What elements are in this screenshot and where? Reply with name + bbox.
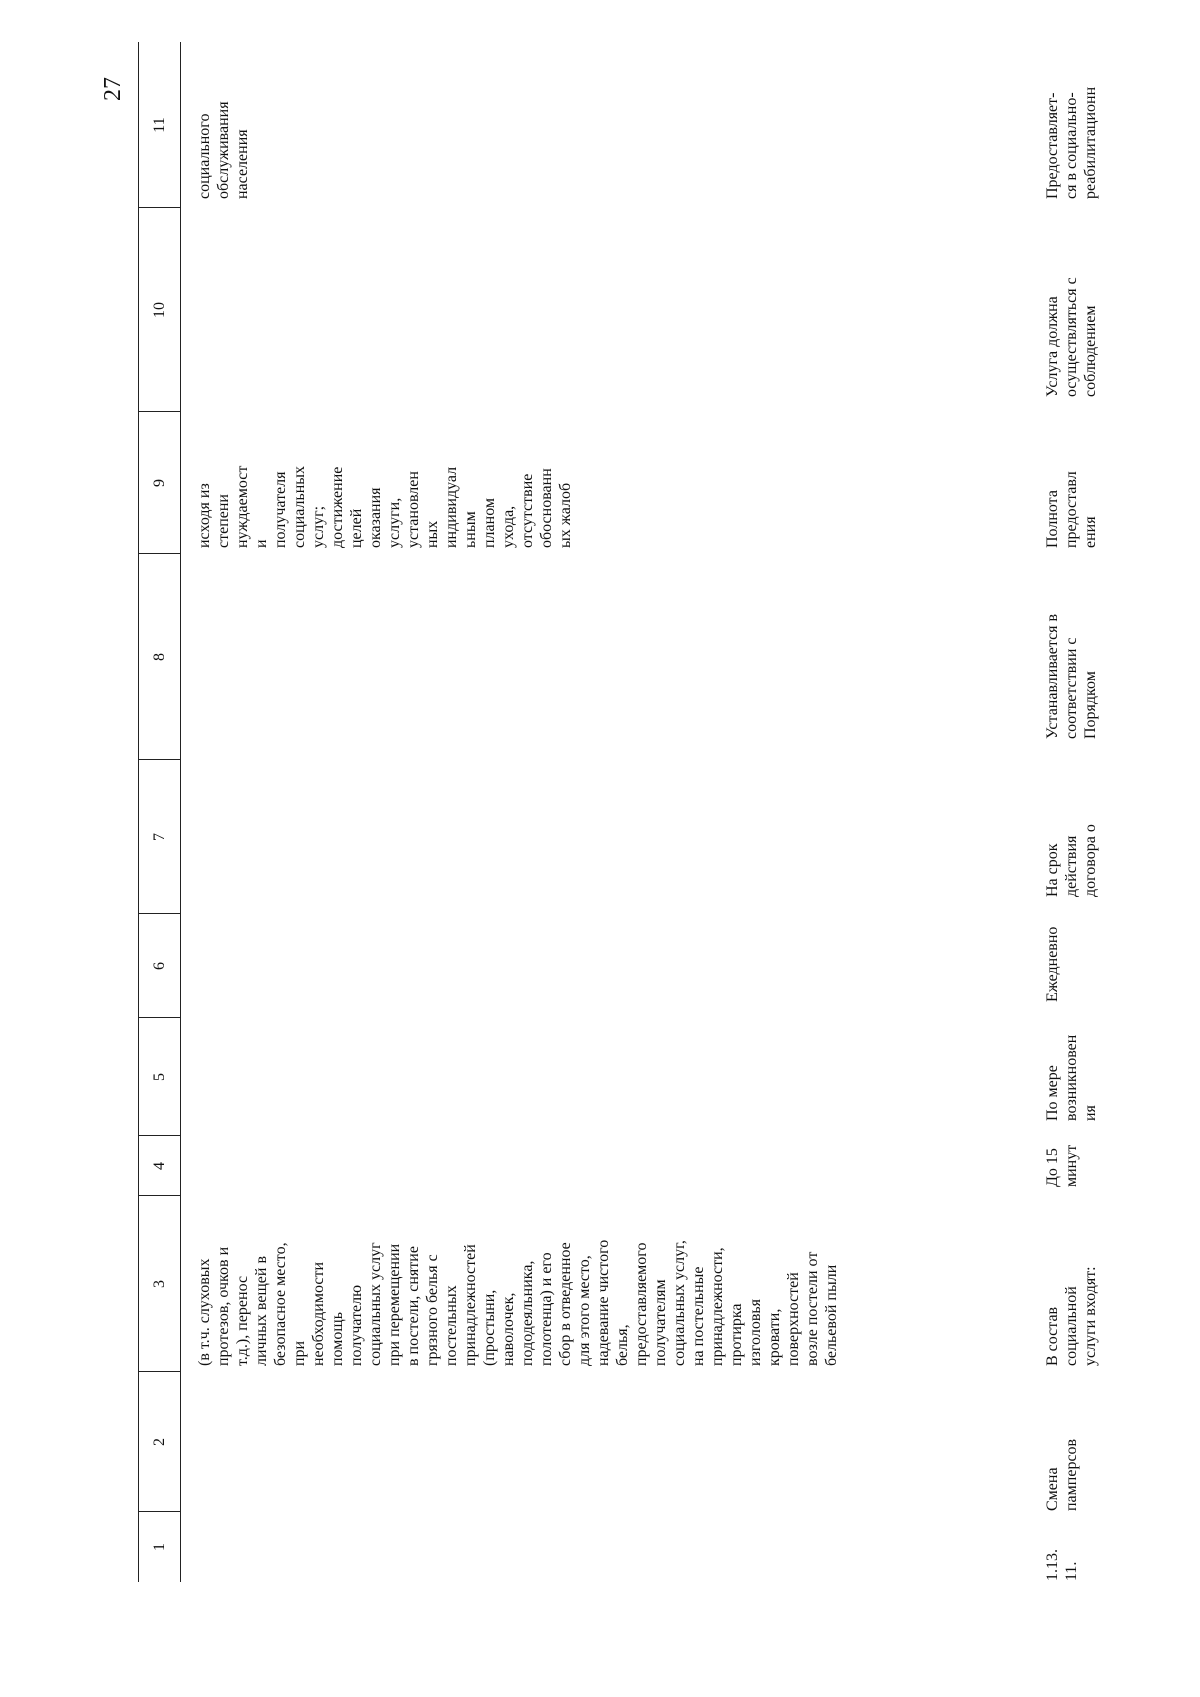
continuation-cell-11: социального обслуживания населения — [196, 101, 251, 199]
service-name-cell: Смена памперсов — [1044, 1438, 1080, 1511]
row-number-cell: 1.13. 11. — [1044, 1549, 1080, 1581]
header-cell-10: 10 — [150, 302, 168, 318]
header-cell-5: 5 — [150, 1073, 168, 1081]
header-cell-4: 4 — [150, 1162, 168, 1170]
continuation-cell-3: (в т.ч. слуховых протезов, очков и т.д.), перенос личных вещей в безопасное место, при необходимости помощь получателю социальных услуг при перемещении в постели, снятие грязного белья с постельных принадлежностей (простыни, наволочек, пододеяльника, полотенца) и его сбор в отведенное для этого место, надевание чистого белья, предоставляемого получателям социальных услуг, на постельные принадлежности, протирка изголовья кровати, поверхностей возле постели от бельевой пыли — [196, 1239, 840, 1366]
conditions-cell: Услуга должна осуществляться с соблюдением — [1044, 277, 1099, 397]
cost-cell: Устанавливается в соответствии с Порядком — [1044, 613, 1099, 739]
duration-cell: До 15 минут — [1044, 1144, 1080, 1187]
header-cell-6: 6 — [150, 962, 168, 970]
table-header-row — [138, 42, 181, 1582]
frequency-cell: По мере возникновен ия — [1044, 1034, 1099, 1121]
page-number: 27 — [100, 77, 126, 101]
header-cell-8: 8 — [150, 653, 168, 661]
header-cell-9: 9 — [150, 479, 168, 487]
header-cell-2: 2 — [150, 1438, 168, 1446]
service-content-cell: В состав социальной услуги входят: — [1044, 1266, 1099, 1366]
provider-cell: Предоставляет- ся в социально- реабилитационн — [1044, 86, 1099, 199]
term-cell: На срок действия договора о — [1044, 824, 1099, 897]
header-cell-3: 3 — [150, 1280, 168, 1288]
periodicity-cell: Ежедневно — [1044, 926, 1061, 1002]
header-cell-7: 7 — [150, 833, 168, 841]
header-cell-11: 11 — [150, 117, 168, 133]
quality-indicators-cell: Полнота предоставл ения — [1044, 471, 1099, 548]
header-cell-1: 1 — [150, 1543, 168, 1551]
continuation-cell-9: исходя из степени нуждаемост и получателя социальных услуг; достижение целей оказания услуги, установлен ных индивидуал ьным планом ухода, отсутствие обоснованн ых жалоб — [196, 465, 574, 548]
